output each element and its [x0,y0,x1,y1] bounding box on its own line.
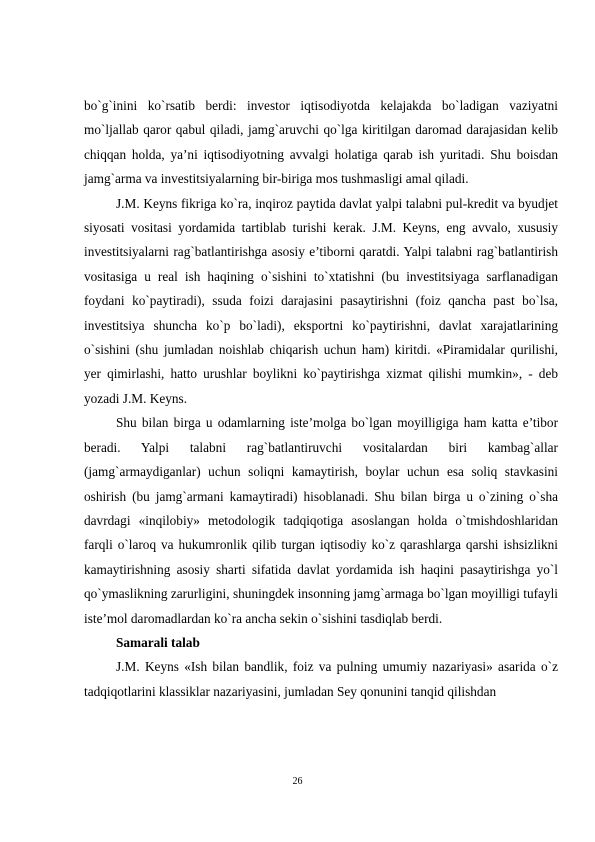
paragraph: Shu bilan birga u odamlarning iste’molga bo`lgan moyilligiga ham katta e’tibor beradi. Yalpi talabni rag`batlantiruvchi vositalardan biri kambag`allar (jamg`armaydiganlar) uchun soliqni kamaytirish, boylar uchun esa soliq stavkasini oshirish (bu jamg`armani kamaytiradi) hisoblanadi. Shu bilan birga u o`zining o`sha davrdagi «inqilobiy» metodologik tadqiqotiga asoslangan holda o`tmishdoshlaridan farqli o`laroq va hukumronlik qilib turgan iqtisodiy ko`z qarashlarga qarshi ishsizlikni kamaytirishning asosiy sharti sifatida davlat yordamida ish haqini pasaytirishga yo`l qo`ymaslikning zarurligini, shuningdek insonning jamg`armaga bo`lgan moyilligi tufayli iste’mol daromadlardan ko`ra ancha sekin o`sishini tasdiqlab berdi. [84,415,558,626]
paragraph: J.M. Keyns fikriga ko`ra, inqiroz paytida davlat yalpi talabni pul-kredit va byudjet siyosati vositasi yordamida tartiblab turishi kerak. J.M. Keyns, eng avvalo, xususiy investitsiyalarni rag`batlantirishga asosiy e’tiborni qaratdi. Yalpi talabni rag`batlantirish vositasiga u real ish haqining o`sishini to`xtatishni (bu investitsiyaga sarflanadigan foydani ko`paytiradi), ssuda foizi darajasini pasaytirishni (foiz qancha past bo`lsa, investitsiya shuncha ko`p bo`ladi), eksportni ko`paytirishni, davlat xarajatlarining o`sishini (shu jumladan noishlab chiqarish uchun ham) kiritdi. «Piramidalar qurilishi, yer qimirlashi, hatto urushlar boylikni ko`paytirishga xizmat qilishi mumkin», - deb yozadi J.M. Keyns. [84,195,558,406]
paragraph: J.M. Keyns «Ish bilan bandlik, foiz va pulning umumiy nazariyasi» asarida o`z tadqiqotlarini klassiklar nazariyasini, jumladan Sey qonunini tanqid qilishdan [84,659,558,699]
section-heading: Samarali talab [116,634,200,650]
page-number: 26 [292,776,303,787]
document-body [84,94,558,704]
paragraph: bo`g`inini ko`rsatib berdi: investor iqtisodiyotda kelajakda bo`ladigan vaziyatni mo`ljallab qaror qabul qiladi, jamg`aruvchi qo`lga kiritilgan daromad darajasidan kelib chiqqan holda, ya’ni iqtisodiyotning avvalgi holatiga qarab ish yuritadi. Shu boisdan jamg`arma va investitsiyalarning bir-biriga mos tushmasligi amal qiladi. [84,98,558,187]
